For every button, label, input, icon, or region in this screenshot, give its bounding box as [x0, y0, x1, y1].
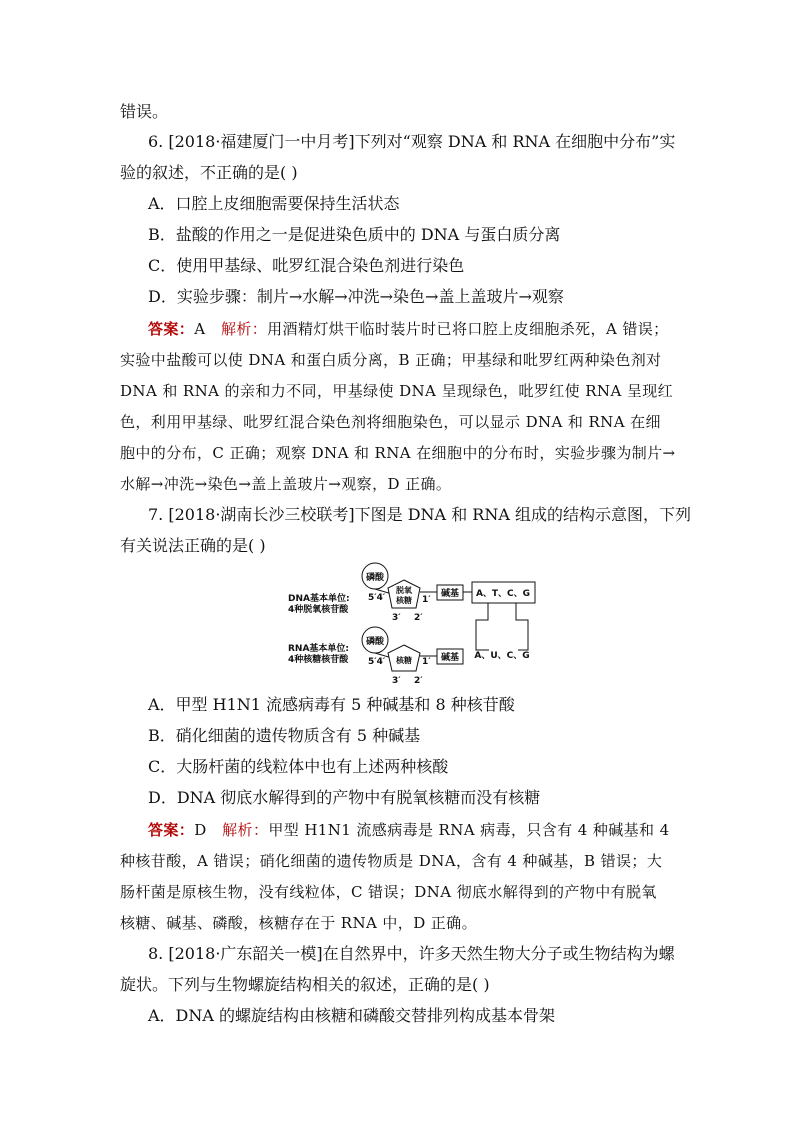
deoxyribose-label-1: 脱氧 [396, 586, 412, 595]
question-7-stem-cont: 有关说法正确的是( ) [120, 536, 266, 555]
question-6-option-b: B．盐酸的作用之一是促进染色质中的 DNA 与蛋白质分离 [148, 225, 561, 244]
analysis-text: 用酒精灯烘干临时装片时已将口腔上皮细胞杀死，A 错误； [267, 320, 669, 338]
carbon-position-label: 5′4′ [368, 657, 386, 667]
question-7-option-b: B．硝化细菌的遗传物质含有 5 种碱基 [148, 726, 421, 745]
dna-base-label: 碱基 [440, 589, 460, 599]
analysis-6-line: 实验中盐酸可以使 DNA 和蛋白质分离，B 正确；甲基绿和吡罗红两种染色剂对 [120, 351, 662, 369]
question-8-stem: 8. [2018·广东韶关一模]在自然界中，许多天然生物大分子或生物结构为螺 [148, 944, 675, 963]
rna-unit-label-1: RNA基本单位: [288, 644, 350, 654]
carbon-position-label: 1′ [422, 657, 431, 667]
analysis-6-line: 水解→冲洗→染色→盖上盖玻片→观察，D 正确。 [120, 475, 452, 493]
analysis-6-line: DNA 和 RNA 的亲和力不同，甲基绿使 DNA 呈现绿色，吡罗红使 RNA 呈现红 [120, 382, 674, 400]
answer-value: A [194, 320, 206, 338]
nucleotide-structure-diagram [286, 562, 542, 690]
answer-6-line [148, 318, 708, 340]
rna-phosphate-label: 磷酸 [365, 637, 385, 647]
dna-bases-list: A、T、C、G [475, 589, 531, 599]
rna-bases-list: A、U、C、G [474, 651, 530, 661]
analysis-7-line: 肠杆菌是原核生物，没有线粒体，C 错误；DNA 彻底水解得到的产物中有脱氧 [120, 883, 657, 901]
carbon-position-label: 3′ [392, 676, 401, 686]
rna-base-label: 碱基 [440, 653, 460, 663]
carbon-position-label: 3′ [392, 613, 401, 623]
rna-unit-label-2: 4种核糖核苷酸 [288, 655, 349, 665]
analysis-7-line: 核糖、碱基、磷酸，核糖存在于 RNA 中，D 正确。 [120, 914, 477, 932]
bracket-right [516, 603, 528, 650]
bracket-left [476, 603, 489, 650]
question-7-option-a: A．甲型 H1N1 流感病毒有 5 种碱基和 8 种核苷酸 [148, 695, 515, 714]
deoxyribose-label-2: 核糖 [396, 596, 412, 605]
question-6-option-d: D．实验步骤：制片→水解→冲洗→染色→盖上盖玻片→观察 [148, 287, 564, 306]
question-8-stem-cont: 旋状。下列与生物螺旋结构相关的叙述，正确的是( ) [120, 975, 490, 994]
question-6-option-c: C．使用甲基绿、吡罗红混合染色剂进行染色 [148, 256, 465, 275]
analysis-text: 甲型 H1N1 流感病毒是 RNA 病毒，只含有 4 种碱基和 4 [268, 821, 670, 839]
question-8-option-a: A．DNA 的螺旋结构由核糖和磷酸交替排列构成基本骨架 [148, 1006, 556, 1025]
question-6-option-a: A．口腔上皮细胞需要保持生活状态 [148, 194, 400, 213]
answer-value: D [194, 821, 207, 839]
answer-label: 答案： [148, 821, 195, 839]
answer-label: 答案： [148, 320, 195, 338]
analysis-label: 解析： [222, 821, 269, 839]
text-line: 错误。 [120, 102, 169, 121]
dna-unit-label-2: 4种脱氧核苷酸 [288, 605, 349, 615]
answer-7-line [148, 819, 708, 841]
carbon-position-label: 5′4′ [368, 593, 386, 603]
analysis-label: 解析： [220, 320, 268, 338]
question-6-stem-cont: 验的叙述，不正确的是( ) [120, 163, 298, 182]
ribose-label: 核糖 [396, 656, 412, 665]
analysis-6-line: 胞中的分布，C 正确；观察 DNA 和 RNA 在细胞中的分布时，实验步骤为制片→ [120, 444, 676, 462]
analysis-6-line: 色，利用甲基绿、吡罗红混合染色剂将细胞染色，可以显示 DNA 和 RNA 在细 [120, 413, 661, 431]
carbon-position-label: 2′ [414, 613, 423, 623]
analysis-7-line: 种核苷酸，A 错误；硝化细菌的遗传物质是 DNA，含有 4 种碱基，B 错误；大 [120, 852, 663, 870]
question-6-stem: 6. [2018·福建厦门一中月考]下列对“观察 DNA 和 RNA 在细胞中分布”实 [148, 132, 676, 151]
carbon-position-label: 1′ [422, 595, 431, 605]
dna-unit-label-1: DNA基本单位: [288, 594, 350, 604]
carbon-position-label: 2′ [414, 676, 423, 686]
dna-phosphate-label: 磷酸 [365, 573, 385, 583]
question-7-option-d: D．DNA 彻底水解得到的产物中有脱氧核糖而没有核糖 [148, 788, 541, 807]
question-7-stem: 7. [2018·湖南长沙三校联考]下图是 DNA 和 RNA 组成的结构示意图，下列 [148, 505, 691, 524]
question-7-option-c: C．大肠杆菌的线粒体中也有上述两种核酸 [148, 757, 449, 776]
